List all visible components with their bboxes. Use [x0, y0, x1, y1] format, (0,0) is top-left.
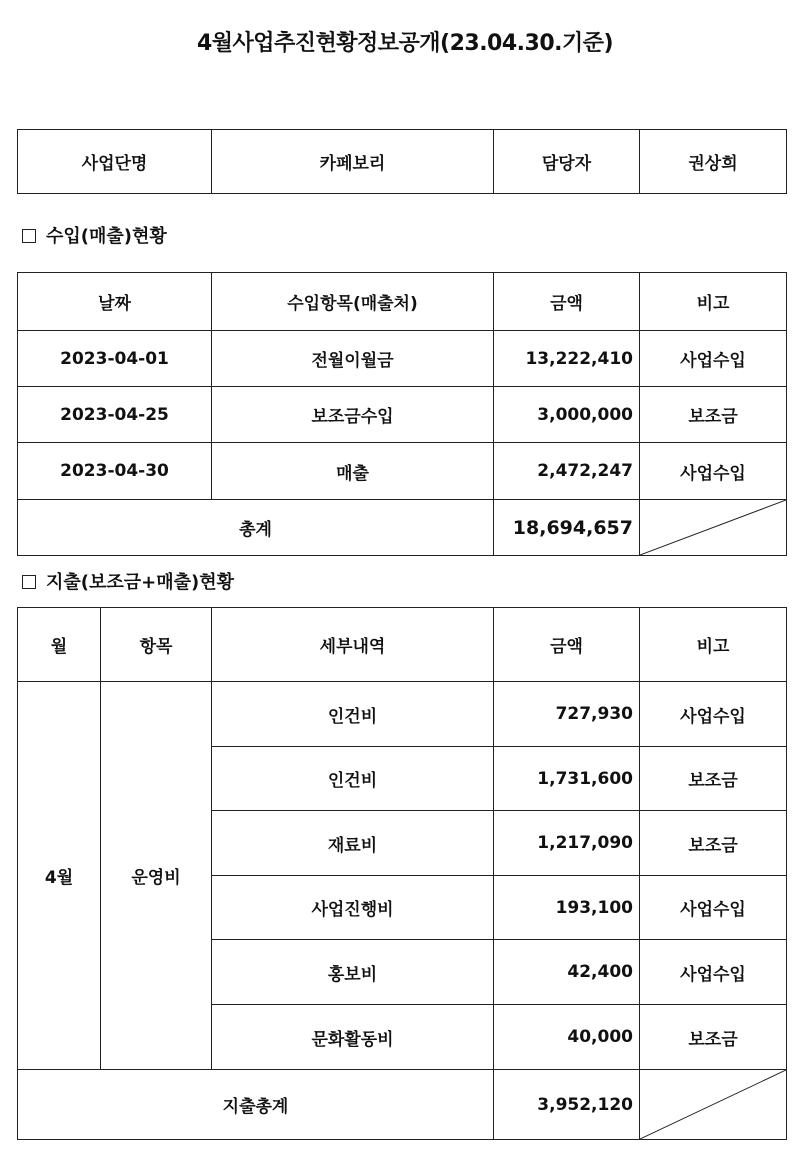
income-item: 보조금수입 — [212, 387, 494, 443]
column-header: 금액 — [494, 608, 640, 682]
manager-label: 담당자 — [494, 130, 640, 194]
column-header: 비고 — [640, 273, 787, 331]
expense-table — [17, 607, 787, 1140]
income-amount: 3,000,000 — [494, 387, 640, 443]
column-header: 비고 — [640, 608, 787, 682]
income-table — [17, 272, 787, 556]
page-title: 4월사업추진현황정보공개(23.04.30.기준) — [196, 31, 614, 56]
expense-detail: 홍보비 — [212, 940, 494, 1005]
income-total-label: 총계 — [18, 500, 494, 556]
expense-note: 사업수입 — [640, 940, 787, 1005]
diagonal-empty-cell — [640, 500, 787, 556]
expense-total-label: 지출총계 — [18, 1070, 494, 1140]
expense-total-amount: 3,952,120 — [494, 1070, 640, 1140]
expense-amount: 727,930 — [494, 682, 640, 747]
income-header-row — [18, 273, 787, 331]
expense-note: 보조금 — [640, 811, 787, 876]
column-header: 월 — [18, 608, 101, 682]
expense-category: 운영비 — [101, 682, 212, 1070]
diagonal-line — [640, 500, 786, 555]
expense-total-row — [18, 1070, 787, 1140]
income-section-title: 수입(매출)현황 — [46, 226, 167, 247]
expense-amount: 1,731,600 — [494, 747, 640, 811]
income-total-row — [18, 500, 787, 556]
income-item: 매출 — [212, 443, 494, 500]
income-note: 사업수입 — [640, 331, 787, 387]
expense-amount: 1,217,090 — [494, 811, 640, 876]
column-header: 금액 — [494, 273, 640, 331]
table-row — [18, 443, 787, 500]
income-item: 전월이월금 — [212, 331, 494, 387]
income-date: 2023-04-01 — [18, 331, 212, 387]
income-note: 보조금 — [640, 387, 787, 443]
expense-section-title: 지출(보조금+매출)현황 — [46, 572, 235, 593]
business-name-value: 카페보리 — [212, 130, 494, 194]
manager-value: 권상희 — [640, 130, 787, 194]
table-row — [18, 387, 787, 443]
business-info-table — [17, 129, 787, 194]
expense-note: 보조금 — [640, 747, 787, 811]
diagonal-line — [640, 1070, 786, 1139]
column-header: 항목 — [101, 608, 212, 682]
expense-detail: 인건비 — [212, 682, 494, 747]
expense-month: 4월 — [18, 682, 101, 1070]
column-header: 수입항목(매출처) — [212, 273, 494, 331]
expense-note: 사업수입 — [640, 682, 787, 747]
expense-section-heading — [22, 568, 234, 594]
expense-amount: 40,000 — [494, 1005, 640, 1070]
expense-header-row — [18, 608, 787, 682]
income-date: 2023-04-30 — [18, 443, 212, 500]
income-date: 2023-04-25 — [18, 387, 212, 443]
table-row — [18, 331, 787, 387]
expense-detail: 재료비 — [212, 811, 494, 876]
expense-amount: 42,400 — [494, 940, 640, 1005]
expense-note: 보조금 — [640, 1005, 787, 1070]
business-name-label: 사업단명 — [18, 130, 212, 194]
expense-detail: 인건비 — [212, 747, 494, 811]
expense-detail: 문화활동비 — [212, 1005, 494, 1070]
expense-detail: 사업진행비 — [212, 876, 494, 940]
income-note: 사업수입 — [640, 443, 787, 500]
income-amount: 2,472,247 — [494, 443, 640, 500]
square-bullet-icon — [22, 229, 36, 243]
diagonal-empty-cell — [640, 1070, 787, 1140]
expense-amount: 193,100 — [494, 876, 640, 940]
column-header: 세부내역 — [212, 608, 494, 682]
expense-note: 사업수입 — [640, 876, 787, 940]
income-total-amount: 18,694,657 — [494, 500, 640, 556]
income-amount: 13,222,410 — [494, 331, 640, 387]
square-bullet-icon — [22, 575, 36, 589]
column-header: 날짜 — [18, 273, 212, 331]
income-section-heading — [22, 222, 167, 248]
table-row — [18, 682, 787, 747]
